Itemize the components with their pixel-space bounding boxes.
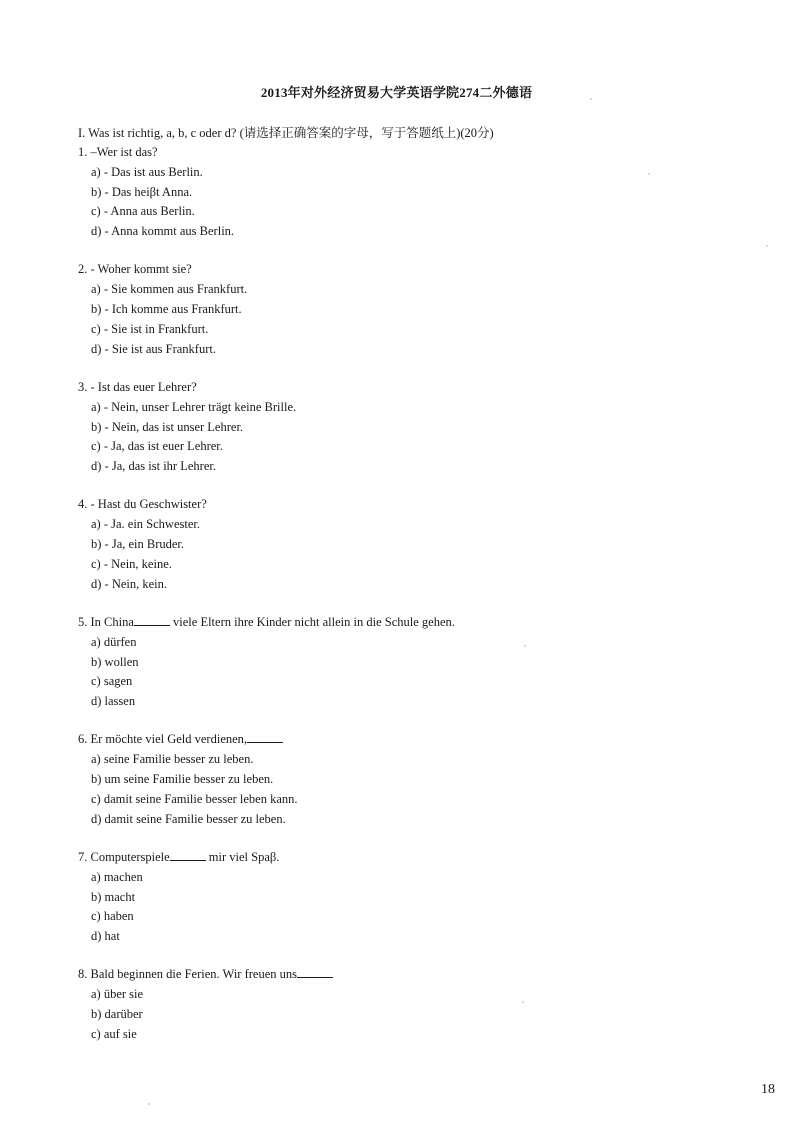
question-text: 6. Er möchte viel Geld verdienen, [78,732,248,747]
answer-option: b) - Das heiβt Anna. [91,184,193,199]
answer-option: c) - Sie ist in Frankfurt. [91,321,209,336]
question-2 [78,260,758,359]
answer-option: c) sagen [91,674,133,689]
answer-option: c) haben [91,909,134,924]
question-stem [78,848,758,868]
scan-speck [522,1001,524,1003]
answer-option: a) - Sie kommen aus Frankfurt. [91,282,248,297]
question-text: 5. In China [78,614,134,629]
answer-option: d) lassen [91,694,136,709]
answer-option: a) - Das ist aus Berlin. [91,164,203,179]
question-5 [78,613,758,712]
question-3 [78,378,758,477]
question-stem [78,378,758,398]
answer-option: c) - Anna aus Berlin. [91,204,195,219]
question-text-continued: mir viel Spaβ. [205,849,280,864]
page-number: 18 [761,1082,775,1097]
answer-option: a) - Ja. ein Schwester. [91,517,200,532]
question-text: 2. - Woher kommt sie? [78,262,192,277]
question-text: 7. Computerspiele [78,849,170,864]
answer-option: c) damit seine Familie besser leben kann. [91,791,298,806]
answer-option: b) - Ja, ein Bruder. [91,537,185,552]
answer-option: b) wollen [91,654,139,669]
scan-speck [524,645,526,647]
answer-option: b) darüber [91,1006,143,1021]
answer-option: c) - Ja, das ist euer Lehrer. [91,439,223,454]
answer-option: c) auf sie [91,1026,137,1041]
question-stem [78,730,758,750]
answer-option: a) über sie [91,987,144,1002]
answer-blank [297,966,333,978]
question-stem [78,495,758,515]
scan-speck [648,173,650,175]
question-stem [78,613,758,633]
answer-option: b) macht [91,889,136,904]
answer-option: a) dürfen [91,634,137,649]
question-8 [78,965,758,1044]
answer-option: a) - Nein, unser Lehrer trägt keine Brille. [91,399,297,414]
question-1 [78,143,758,242]
answer-option: b) um seine Familie besser zu leben. [91,772,274,787]
answer-blank [247,731,283,743]
section-instruction: I. Was ist richtig, a, b, c oder d? (请选择正确答案的字母，写于答题纸上)(20分) [78,126,494,140]
answer-option: c) - Nein, keine. [91,556,172,571]
page-title: 2013年对外经济贸易大学英语学院274二外德语 [260,85,533,100]
question-stem [78,143,758,163]
question-stem [78,965,758,985]
scan-speck [148,1103,150,1105]
answer-blank [134,614,170,626]
question-text-continued: viele Eltern ihre Kinder nicht allein in die Schule gehen. [169,614,455,629]
exam-content [78,123,758,1045]
answer-blank [170,849,206,861]
answer-option: b) - Nein, das ist unser Lehrer. [91,419,244,434]
answer-option: d) - Sie ist aus Frankfurt. [91,341,216,356]
scan-speck [590,98,592,100]
question-text: 1. –Wer ist das? [78,145,158,159]
question-4 [78,495,758,594]
answer-option: b) - Ich komme aus Frankfurt. [91,302,242,317]
answer-option: d) - Ja, das ist ihr Lehrer. [91,459,216,474]
question-text: 8. Bald beginnen die Ferien. Wir freuen uns [78,967,298,982]
question-text: 3. - Ist das euer Lehrer? [78,379,197,394]
answer-option: d) - Anna kommt aus Berlin. [91,224,235,239]
answer-option: d) - Nein, kein. [91,576,168,591]
answer-option: a) machen [91,869,143,884]
scan-speck [766,245,768,247]
answer-option: d) damit seine Familie besser zu leben. [91,811,286,826]
question-list [78,143,758,1045]
answer-option: d) hat [91,929,120,944]
question-6 [78,730,758,829]
question-text: 4. - Hast du Geschwister? [78,497,207,512]
answer-option: a) seine Familie besser zu leben. [91,752,254,767]
question-7 [78,848,758,947]
question-stem [78,260,758,280]
